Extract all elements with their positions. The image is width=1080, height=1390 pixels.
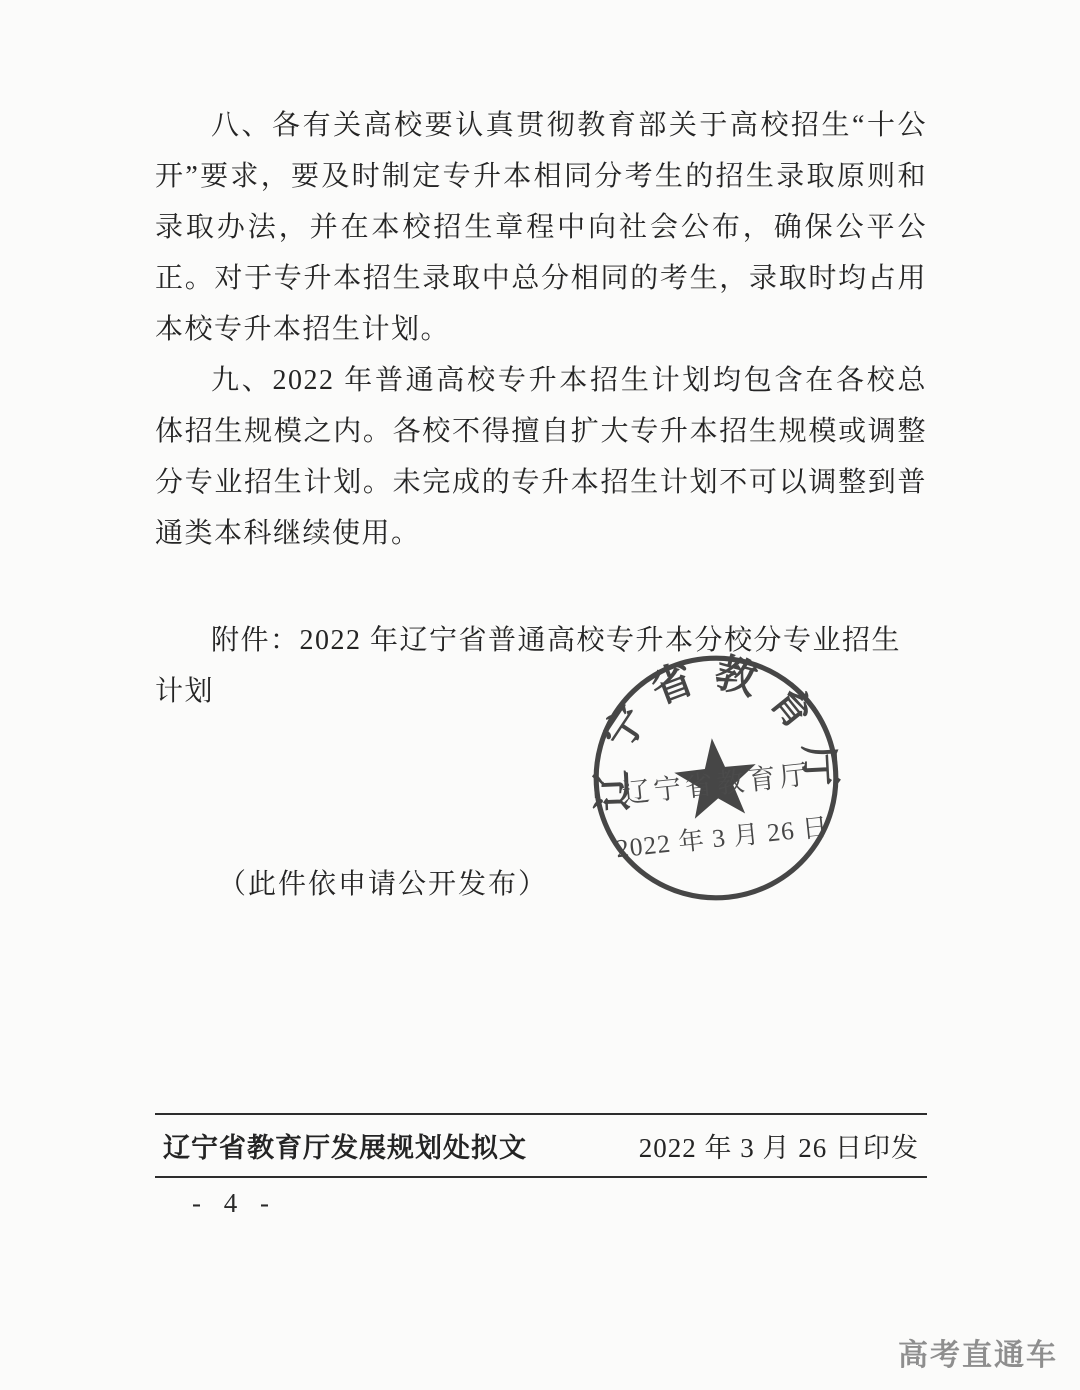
official-seal [575, 637, 856, 918]
publish-note: （此件依申请公开发布） [218, 869, 549, 900]
attachment-line: 附件：2022 年辽宁省普通高校专升本分校分专业招生计划 [155, 625, 902, 707]
watermark: 高考直通车 [898, 1339, 1058, 1372]
footer-drafting-office: 辽宁省教育厅发展规划处拟文 [163, 1133, 527, 1163]
seal-date: 2022 年 3 月 26 日 [614, 812, 831, 864]
paragraph-item-8: 八、各有关高校要认真贯彻教育部关于高校招生“十公开”要求，要及时制定专升本相同分考生的招生录取原则和录取办法，并在本校招生章程中向社会公布，确保公平公正。对于专升本招生录取中总分相同的考生，录取时均占用本校专升本招生计划。 [155, 110, 927, 345]
footer-bar [155, 1113, 927, 1178]
paragraph-item-9: 九、2022 年普通高校专升本招生计划均包含在各校总体招生规模之内。各校不得擅自扩大专升本招生规模或调整分专业招生计划。未完成的专升本招生计划不可以调整到普通类本科继续使用。 [155, 365, 927, 549]
document-body [155, 100, 927, 717]
page-number: - 4 - [192, 1188, 277, 1218]
footer-print-date: 2022 年 3 月 26 日印发 [638, 1133, 919, 1163]
seal-overlay-text: 辽宁省教育厅 [620, 758, 813, 810]
seal-arc-text: 辽宁省教育厅 [587, 648, 845, 812]
